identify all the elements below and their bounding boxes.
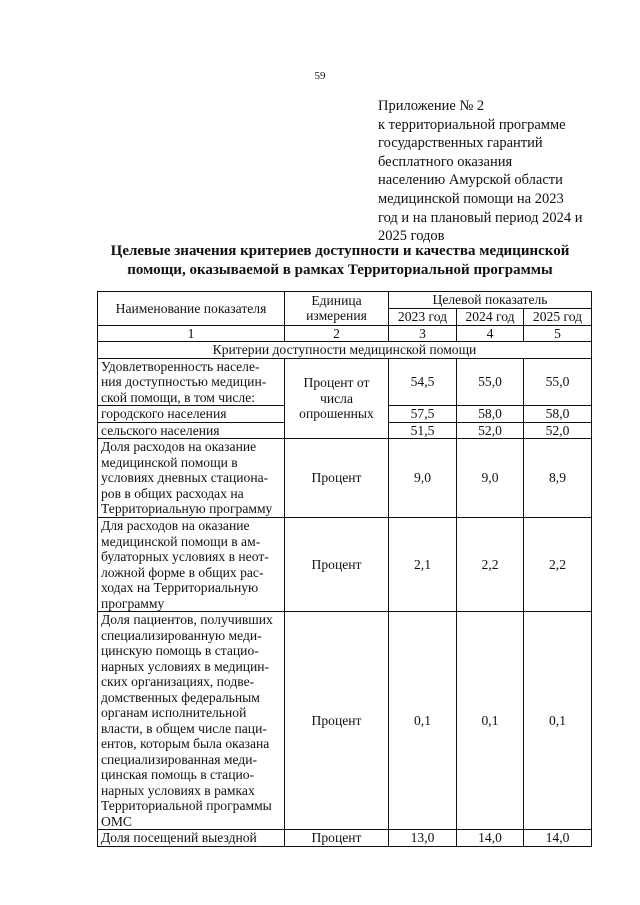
row-unit: Процент от числа опрошенных (285, 358, 389, 439)
value-2025: 2,2 (524, 518, 592, 612)
table-row (98, 358, 592, 406)
header-year-2023: 2023 год (389, 308, 457, 325)
value-2023: 57,5 (389, 406, 457, 423)
row-name: Доля пациентов, получивших специализированную меди- цинскую помощь в стацио- нарных условиях в медицин- ских организациях, подве- домственных федеральным органам исполнительной власти, в общем числе паци- ентов, которым была оказана специализированная меди- цинская помощь в стацио- нарных условиях в рамках Территориальной программы ОМС (98, 612, 285, 830)
appendix-line: медицинской помощи на 2023 (378, 190, 564, 207)
appendix-line: Приложение № 2 (378, 98, 485, 114)
appendix-line: год и на плановый период 2024 и (378, 209, 583, 226)
header-year-2025: 2025 год (524, 308, 592, 325)
value-2024: 14,0 (457, 830, 524, 847)
value-2023: 54,5 (389, 358, 457, 406)
value-2024: 0,1 (457, 612, 524, 830)
title-line: помощи, оказываемой в рамках Территориальной программы (127, 262, 553, 278)
criteria-table (97, 291, 592, 847)
value-2024: 52,0 (457, 422, 524, 439)
row-unit: Процент (285, 612, 389, 830)
table-row (98, 518, 592, 612)
value-2025: 58,0 (524, 406, 592, 423)
col-number: 5 (524, 325, 592, 342)
appendix-heading (378, 97, 608, 246)
row-name: сельского населения (98, 422, 285, 439)
value-2025: 8,9 (524, 439, 592, 518)
table-row (98, 439, 592, 518)
row-name: Удовлетворенность населе- ния доступностью медицин- ской помощи, в том числе: (98, 358, 285, 406)
value-2025: 55,0 (524, 358, 592, 406)
title-line: Целевые значения критериев доступности и качества медицинской (110, 243, 570, 259)
appendix-line: государственных гарантий (378, 135, 543, 152)
appendix-line: населению Амурской области (378, 172, 563, 189)
row-name: Доля посещений выездной (98, 830, 285, 847)
row-name: Для расходов на оказание медицинской помощи в ам- булаторных условиях в неот- ложной форме в общих рас- ходах на Территориальную программу (98, 518, 285, 612)
value-2024: 55,0 (457, 358, 524, 406)
value-2023: 2,1 (389, 518, 457, 612)
row-unit: Процент (285, 830, 389, 847)
document-title (90, 242, 590, 280)
value-2025: 14,0 (524, 830, 592, 847)
col-number: 2 (285, 325, 389, 342)
value-2025: 0,1 (524, 612, 592, 830)
col-number: 4 (457, 325, 524, 342)
col-number: 1 (98, 325, 285, 342)
row-unit: Процент (285, 518, 389, 612)
appendix-line: бесплатного оказания (378, 153, 513, 170)
section-header: Критерии доступности медицинской помощи (98, 342, 592, 359)
header-year-2024: 2024 год (457, 308, 524, 325)
value-2023: 9,0 (389, 439, 457, 518)
appendix-line: 2025 годов (378, 228, 445, 245)
table-row (98, 830, 592, 847)
value-2023: 0,1 (389, 612, 457, 830)
value-2024: 2,2 (457, 518, 524, 612)
row-name: Доля расходов на оказание медицинской помощи в условиях дневных стациона- ров в общих расходах на Территориальную программу (98, 439, 285, 518)
header-name: Наименование показателя (98, 292, 285, 326)
col-number: 3 (389, 325, 457, 342)
row-unit: Процент (285, 439, 389, 518)
value-2023: 13,0 (389, 830, 457, 847)
table-row (98, 612, 592, 830)
value-2024: 9,0 (457, 439, 524, 518)
value-2025: 52,0 (524, 422, 592, 439)
value-2023: 51,5 (389, 422, 457, 439)
row-name: городского населения (98, 406, 285, 423)
page-number: 59 (314, 70, 326, 82)
value-2024: 58,0 (457, 406, 524, 423)
header-unit: Единица измерения (285, 292, 389, 326)
header-target: Целевой показатель (389, 292, 592, 309)
appendix-line: к территориальной программе (378, 116, 566, 133)
